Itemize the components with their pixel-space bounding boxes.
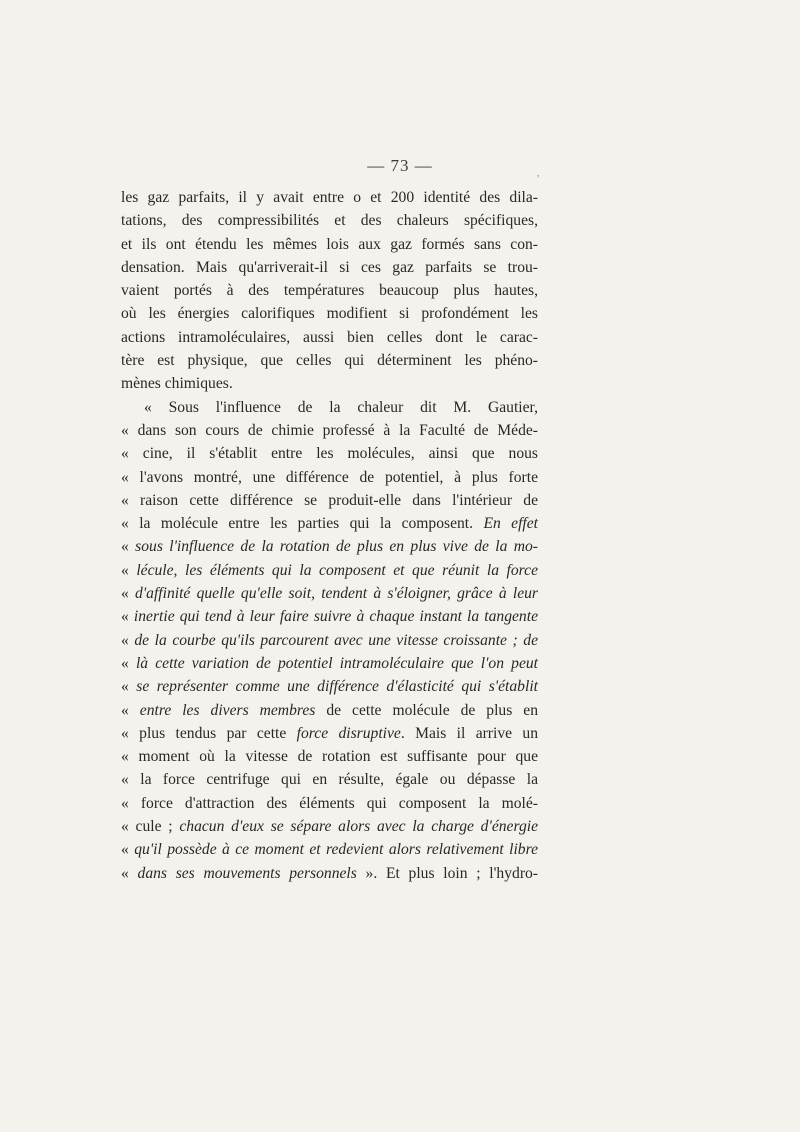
text-line — [121, 233, 538, 256]
text-line — [121, 535, 538, 558]
text-segment: mènes chimiques. — [121, 375, 233, 393]
text-segment: « force d'attraction des éléments qui composent la molé- — [121, 794, 538, 812]
italic-text: d'affinité quelle qu'elle soit, tendent à s'éloigner, grâce à leur — [135, 585, 538, 603]
text-line — [121, 792, 538, 815]
text-line — [121, 605, 538, 628]
text-line — [121, 256, 538, 279]
text-line — [121, 559, 538, 582]
text-line — [121, 629, 538, 652]
text-segment: densation. Mais qu'arriverait-il si ces gaz parfaits se trou- — [121, 258, 538, 276]
text-segment: « la molécule entre les parties qui la composent. — [121, 515, 484, 533]
italic-text: entre les divers membres — [139, 701, 316, 719]
italic-text: là cette variation de potentiel intramoléculaire que l'on peut — [135, 654, 538, 672]
italic-text: En effet — [483, 515, 538, 533]
text-segment: « moment où la vitesse de rotation est suffisante pour que — [121, 748, 538, 766]
text-line — [121, 768, 538, 791]
text-segment: « raison cette différence se produit-elle dans l'intérieur de — [121, 491, 538, 509]
text-segment: tère est physique, que celles qui déterminent les phéno- — [121, 352, 538, 370]
text-segment: « — [121, 678, 137, 696]
text-segment: « — [121, 561, 137, 579]
text-segment: « dans son cours de chimie professé à la Faculté de Méde- — [121, 421, 538, 439]
text-segment: « cine, il s'établit entre les molécules, ainsi que nous — [121, 445, 538, 463]
italic-text: lécule, les éléments qui la composent et que réunit la force — [136, 561, 538, 579]
text-line — [121, 582, 538, 605]
italic-text: dans ses mouvements personnels — [137, 864, 357, 882]
text-line — [121, 349, 538, 372]
text-line — [121, 675, 538, 698]
text-line — [121, 652, 538, 675]
text-segment: « la force centrifuge qui en résulte, égale ou dépasse la — [121, 771, 538, 789]
body-text — [121, 186, 538, 885]
text-segment: « — [121, 608, 134, 626]
text-line — [121, 699, 538, 722]
italic-text: force disruptive — [296, 724, 401, 742]
text-line — [121, 466, 538, 489]
italic-text: sous l'influence de la rotation de plus en plus vive de la mo- — [135, 538, 538, 556]
italic-text: se représenter comme une différence d'élasticité qui s'établit — [136, 678, 538, 696]
text-line — [121, 419, 538, 442]
text-line — [121, 489, 538, 512]
text-line — [121, 186, 538, 209]
text-segment: « — [121, 654, 136, 672]
text-line — [121, 722, 538, 745]
text-line — [121, 745, 538, 768]
text-segment: « cule ; — [121, 818, 180, 836]
text-line — [121, 442, 538, 465]
text-line — [121, 396, 538, 419]
text-segment: « — [121, 864, 138, 882]
text-line — [121, 326, 538, 349]
text-line — [121, 512, 538, 535]
text-line — [121, 209, 538, 232]
text-segment: où les énergies calorifiques modifient si profondément les — [121, 305, 538, 323]
text-line — [121, 838, 538, 861]
text-segment: vaient portés à des températures beaucoup plus hautes, — [121, 282, 538, 300]
text-line — [121, 279, 538, 302]
text-line — [121, 815, 538, 838]
text-line — [121, 372, 538, 395]
italic-text: qu'il possède à ce moment et redevient alors relativement libre — [134, 841, 539, 859]
text-segment: « — [121, 841, 135, 859]
margin-mark: , — [537, 168, 540, 179]
text-segment: de cette molécule de plus en — [315, 701, 538, 719]
text-line — [121, 862, 538, 885]
page-number: — 73 — — [367, 156, 433, 175]
text-segment: « — [121, 631, 135, 649]
italic-text: chacun d'eux se sépare alors avec la charge d'énergie — [179, 818, 538, 836]
text-segment: et ils ont étendu les mêmes lois aux gaz formés sans con- — [121, 235, 538, 253]
text-segment: actions intramoléculaires, aussi bien celles dont le carac- — [121, 328, 538, 346]
italic-text: de la courbe qu'ils parcourent avec une vitesse croissante ; de — [134, 631, 538, 649]
text-segment: « Sous l'influence de la chaleur dit M. Gautier, — [144, 398, 538, 416]
italic-text: inertie qui tend à leur faire suivre à chaque instant la tangente — [133, 608, 538, 626]
text-segment: « — [121, 538, 136, 556]
text-segment: ». Et plus loin ; l'hydro- — [356, 864, 539, 882]
text-segment: . Mais il arrive un — [400, 724, 539, 742]
text-line — [121, 302, 538, 325]
text-segment: « — [121, 701, 140, 719]
text-segment: « — [121, 585, 136, 603]
text-segment: « l'avons montré, une différence de potentiel, à plus forte — [121, 468, 538, 486]
text-segment: les gaz parfaits, il y avait entre o et 200 identité des dila- — [121, 189, 538, 206]
text-segment: tations, des compressibilités et des chaleurs spécifiques, — [121, 212, 538, 230]
text-segment: « plus tendus par cette — [121, 724, 297, 742]
